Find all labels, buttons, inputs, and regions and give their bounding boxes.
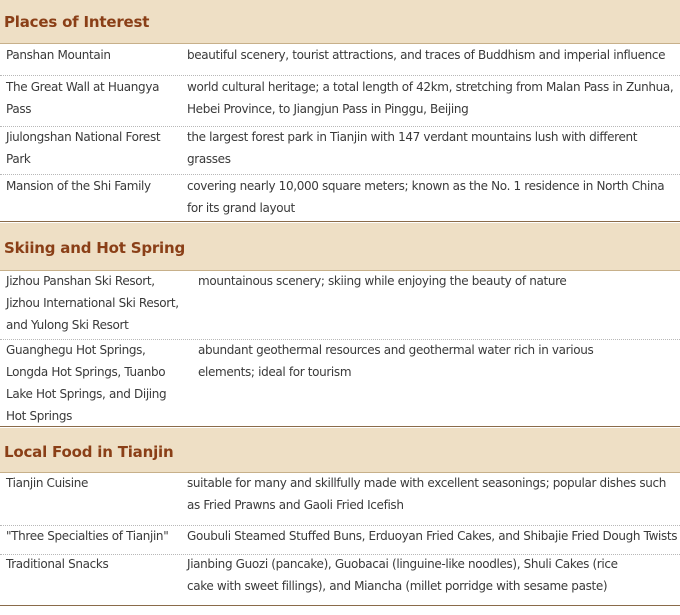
attraction-description bbox=[198, 339, 676, 383]
text-line: grasses bbox=[187, 152, 231, 166]
text-line: Hot Springs bbox=[6, 409, 73, 423]
section-title: Local Food in Tianjin bbox=[4, 443, 174, 461]
text-line: suitable for many and skillfully made with excellent seasonings; popular dishes such bbox=[187, 476, 667, 490]
attraction-name bbox=[6, 175, 179, 197]
text-line: Jizhou Panshan Ski Resort, bbox=[6, 274, 155, 288]
text-line: Pass bbox=[6, 102, 32, 116]
attraction-description bbox=[187, 76, 676, 120]
attraction-description bbox=[187, 553, 676, 597]
attraction-name bbox=[6, 44, 179, 66]
text-line: Tianjin Cuisine bbox=[6, 476, 88, 490]
attraction-name bbox=[6, 339, 190, 427]
text-line: Jiulongshan National Forest bbox=[6, 130, 161, 144]
text-line: The Great Wall at Huangya bbox=[6, 80, 160, 94]
text-line: for its grand layout bbox=[187, 201, 295, 215]
attraction-description bbox=[187, 126, 676, 170]
table-row bbox=[0, 127, 680, 175]
text-line: and Yulong Ski Resort bbox=[6, 318, 129, 332]
text-line: Guanghegu Hot Springs, bbox=[6, 343, 146, 357]
section-title: Skiing and Hot Spring bbox=[4, 239, 186, 257]
text-line: mountainous scenery; skiing while enjoying the beauty of nature bbox=[198, 274, 567, 288]
table-row bbox=[0, 526, 680, 555]
text-line: Longda Hot Springs, Tuanbo bbox=[6, 365, 166, 379]
attraction-description bbox=[187, 175, 676, 219]
attraction-description bbox=[198, 270, 676, 292]
table-row bbox=[0, 340, 680, 427]
text-line: covering nearly 10,000 square meters; known as the No. 1 residence in North China bbox=[187, 179, 665, 193]
attraction-description bbox=[187, 44, 676, 66]
text-line: Jianbing Guozi (pancake), Guobacai (linguine-like noodles), Shuli Cakes (rice bbox=[187, 557, 618, 571]
text-line: Lake Hot Springs, and Dijing bbox=[6, 387, 167, 401]
table-row bbox=[0, 76, 680, 127]
table-row bbox=[0, 555, 680, 606]
attraction-name bbox=[6, 76, 179, 120]
attraction-name bbox=[6, 525, 179, 547]
text-line: world cultural heritage; a total length of 42km, stretching from Malan Pass in Zunhua, bbox=[187, 80, 674, 94]
text-line: Hebei Province, to Jiangjun Pass in Pinggu, Beijing bbox=[187, 102, 469, 116]
attraction-name bbox=[6, 126, 179, 170]
text-line: beautiful scenery, tourist attractions, and traces of Buddhism and imperial influence bbox=[187, 48, 666, 62]
table-row bbox=[0, 271, 680, 340]
text-line: Mansion of the Shi Family bbox=[6, 179, 151, 193]
text-line: as Fried Prawns and Gaoli Fried Icefish bbox=[187, 498, 404, 512]
attraction-description bbox=[187, 525, 676, 547]
text-line: the largest forest park in Tianjin with 147 verdant mountains lush with different bbox=[187, 130, 638, 144]
attraction-name bbox=[6, 472, 179, 494]
text-line: "Three Specialties of Tianjin" bbox=[6, 529, 169, 543]
text-line: Traditional Snacks bbox=[6, 557, 109, 571]
text-line: Park bbox=[6, 152, 31, 166]
table-row bbox=[0, 175, 680, 222]
text-line: Panshan Mountain bbox=[6, 48, 111, 62]
text-line: cake with sweet fillings), and Miancha (millet porridge with sesame paste) bbox=[187, 579, 608, 593]
table-row bbox=[0, 473, 680, 526]
text-line: abundant geothermal resources and geothermal water rich in various bbox=[198, 343, 594, 357]
attraction-description bbox=[187, 472, 676, 516]
text-line: Goubuli Steamed Stuffed Buns, Erduoyan Fried Cakes, and Shibajie Fried Dough Twists bbox=[187, 529, 678, 543]
attraction-name bbox=[6, 270, 190, 336]
section-header bbox=[0, 223, 680, 271]
text-line: Jizhou International Ski Resort, bbox=[6, 296, 179, 310]
section-header bbox=[0, 428, 680, 473]
table-row bbox=[0, 44, 680, 76]
text-line: elements; ideal for tourism bbox=[198, 365, 352, 379]
attraction-name bbox=[6, 553, 179, 575]
section-title: Places of Interest bbox=[4, 13, 150, 31]
section-header bbox=[0, 0, 680, 44]
